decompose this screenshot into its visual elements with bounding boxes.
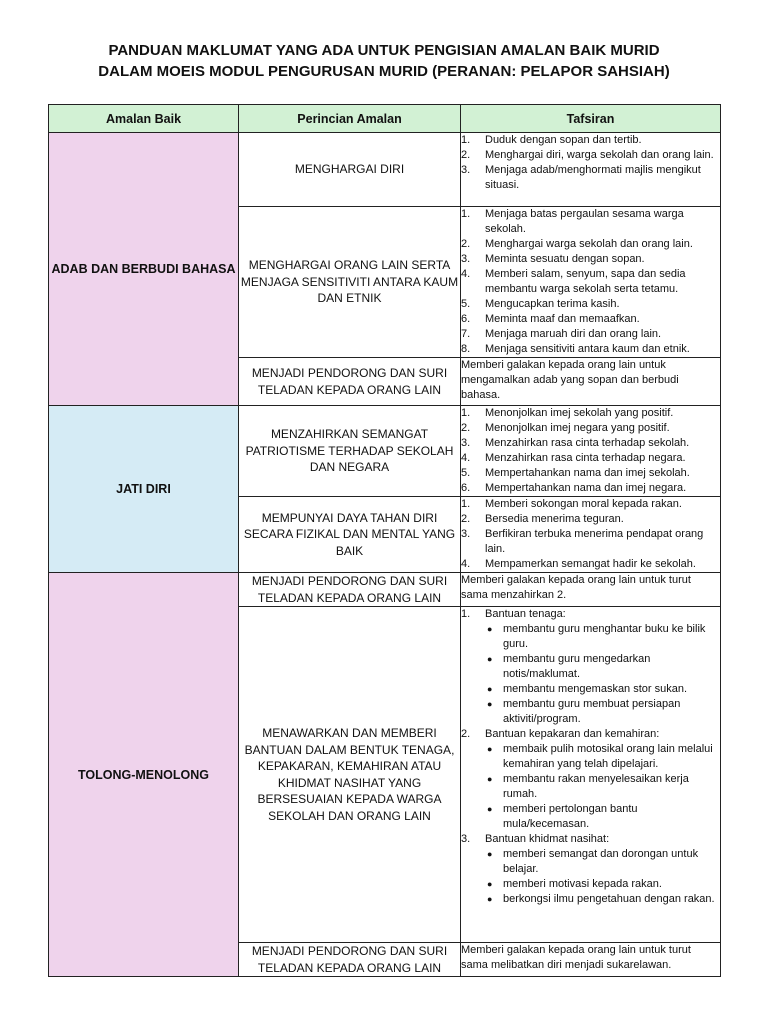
tafsiran-cell — [461, 497, 721, 573]
perincian-cell: MENGHARGAI DIRI — [239, 133, 461, 207]
perincian-cell: MENJADI PENDORONG DAN SURI TELADAN KEPADA ORANG LAIN — [239, 358, 461, 406]
perincian-cell: MENJADI PENDORONG DAN SURI TELADAN KEPADA ORANG LAIN — [239, 573, 461, 607]
category-tolong-menolong: TOLONG-MENOLONG — [49, 573, 239, 977]
category-jati-diri: JATI DIRI — [49, 406, 239, 573]
title-line-1: PANDUAN MAKLUMAT YANG ADA UNTUK PENGISIAN AMALAN BAIK MURID — [108, 42, 660, 59]
tafsiran-item: Menjaga batas pergaulan sesama warga sekolah. — [485, 208, 684, 235]
perincian-cell: MEMPUNYAI DAYA TAHAN DIRI SECARA FIZIKAL DAN MENTAL YANG BAIK — [239, 497, 461, 573]
tafsiran-bullet-item: ● membantu guru mengedarkan notis/maklumat. — [485, 652, 720, 682]
tafsiran-bullet-item: ● membantu guru membuat persiapan aktiviti/program. — [485, 697, 720, 727]
perincian-cell: MENGHARGAI ORANG LAIN SERTA MENJAGA SENSITIVITI ANTARA KAUM DAN ETNIK — [239, 207, 461, 358]
tafsiran-group — [461, 832, 720, 907]
tafsiran-cell — [461, 406, 721, 497]
tafsiran-bullet-item: ● membaik pulih motosikal orang lain melalui kemahiran yang telah dipelajari. — [485, 742, 720, 772]
tafsiran-cell: Memberi galakan kepada orang lain untuk mengamalkan adab yang sopan dan berbudi bahasa. — [461, 358, 721, 406]
table-row — [49, 573, 721, 607]
header-perincian-amalan: Perincian Amalan — [239, 105, 461, 133]
tafsiran-item: Menjaga sensitiviti antara kaum dan etnik. — [485, 343, 690, 355]
tafsiran-group-heading: Bantuan khidmat nasihat: — [485, 833, 610, 845]
tafsiran-group — [461, 727, 720, 832]
tafsiran-item: Meminta sesuatu dengan sopan. — [485, 253, 645, 265]
tafsiran-group-heading: Bantuan kepakaran dan kemahiran: — [485, 728, 660, 740]
document-title — [0, 40, 768, 82]
tafsiran-item: Menzahirkan rasa cinta terhadap sekolah. — [485, 437, 690, 449]
tafsiran-item: Meminta maaf dan memaafkan. — [485, 313, 640, 325]
title-line-2: DALAM MOEIS MODUL PENGURUSAN MURID (PERANAN: PELAPOR SAHSIAH) — [98, 63, 670, 80]
tafsiran-item: Mempertahankan nama dan imej negara. — [485, 482, 687, 494]
practices-table — [48, 104, 721, 977]
tafsiran-bullet-item: ● memberi motivasi kepada rakan. — [485, 877, 720, 892]
tafsiran-item: Duduk dengan sopan dan tertib. — [485, 134, 642, 146]
table-row — [49, 406, 721, 497]
perincian-cell: MENJADI PENDORONG DAN SURI TELADAN KEPADA ORANG LAIN — [239, 943, 461, 977]
tafsiran-bullet-item: ● memberi pertolongan bantu mula/kecemasan. — [485, 802, 720, 832]
tafsiran-group — [461, 607, 720, 727]
tafsiran-cell — [461, 207, 721, 358]
tafsiran-bullet-item: ● memberi semangat dan dorongan untuk belajar. — [485, 847, 720, 877]
tafsiran-item: Mempertahankan nama dan imej sekolah. — [485, 467, 690, 479]
tafsiran-item: Menzahirkan rasa cinta terhadap negara. — [485, 452, 686, 464]
table-row — [49, 133, 721, 207]
tafsiran-cell: Memberi galakan kepada orang lain untuk turut sama melibatkan diri menjadi sukarelawan. — [461, 943, 721, 977]
tafsiran-item: Menghargai diri, warga sekolah dan orang lain. — [485, 149, 714, 161]
tafsiran-item: Mengucapkan terima kasih. — [485, 298, 620, 310]
tafsiran-cell — [461, 133, 721, 207]
tafsiran-item: Bersedia menerima teguran. — [485, 513, 624, 525]
tafsiran-group-heading: Bantuan tenaga: — [485, 608, 566, 620]
tafsiran-item: Menjaga adab/menghormati majlis mengikut situasi. — [485, 164, 701, 191]
table-header-row — [49, 105, 721, 133]
tafsiran-item: Menjaga maruah diri dan orang lain. — [485, 328, 662, 340]
tafsiran-item: Menonjolkan imej negara yang positif. — [485, 422, 670, 434]
category-adab: ADAB DAN BERBUDI BAHASA — [49, 133, 239, 406]
tafsiran-bullet-item: ● membantu rakan menyelesaikan kerja rumah. — [485, 772, 720, 802]
tafsiran-item: Memberi sokongan moral kepada rakan. — [485, 498, 682, 510]
perincian-cell: MENZAHIRKAN SEMANGAT PATRIOTISME TERHADAP SEKOLAH DAN NEGARA — [239, 406, 461, 497]
header-amalan-baik: Amalan Baik — [49, 105, 239, 133]
tafsiran-cell — [461, 607, 721, 943]
header-tafsiran: Tafsiran — [461, 105, 721, 133]
tafsiran-item: Menonjolkan imej sekolah yang positif. — [485, 407, 674, 419]
tafsiran-item: Memberi salam, senyum, sapa dan sedia membantu warga sekolah serta tetamu. — [485, 268, 686, 295]
tafsiran-item: Menghargai warga sekolah dan orang lain. — [485, 238, 693, 250]
tafsiran-item: Mempamerkan semangat hadir ke sekolah. — [485, 558, 696, 570]
tafsiran-cell: Memberi galakan kepada orang lain untuk turut sama menzahirkan 2. — [461, 573, 721, 607]
tafsiran-bullet-item: ● membantu guru menghantar buku ke bilik guru. — [485, 622, 720, 652]
tafsiran-bullet-item: ● membantu mengemaskan stor sukan. — [485, 682, 720, 697]
perincian-cell: MENAWARKAN DAN MEMBERI BANTUAN DALAM BENTUK TENAGA, KEPAKARAN, KEMAHIRAN ATAU KHIDMAT NASIHAT YANG BERSESUAIAN KEPADA WARGA SEKOLAH DAN ORANG LAIN — [239, 607, 461, 943]
tafsiran-item: Berfikiran terbuka menerima pendapat orang lain. — [485, 528, 704, 555]
tafsiran-bullet-item: ● berkongsi ilmu pengetahuan dengan rakan. — [485, 892, 720, 907]
